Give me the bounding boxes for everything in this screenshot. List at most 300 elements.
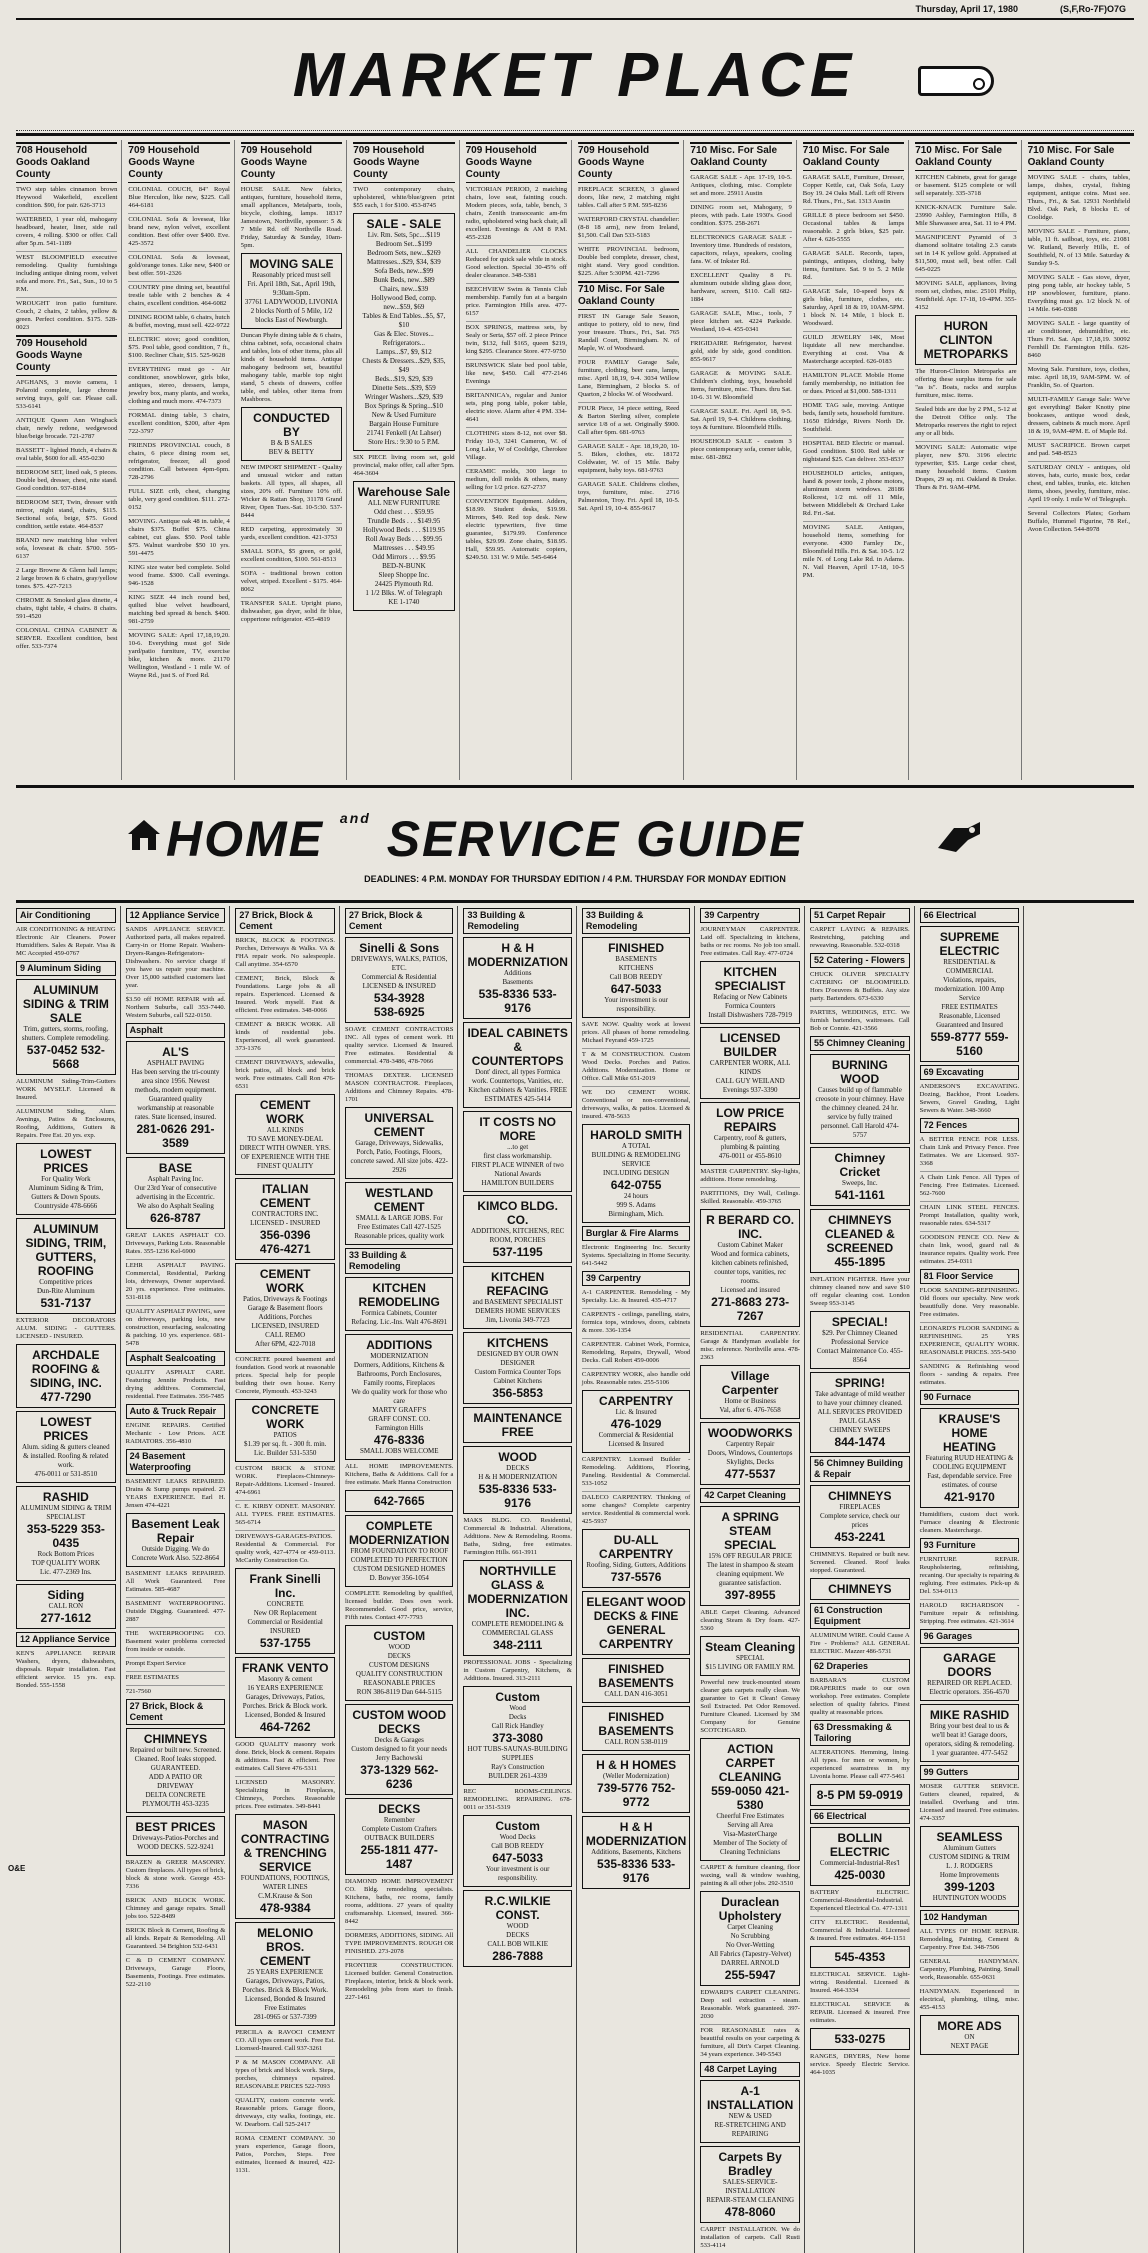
classified-ad: JOURNEYMAN CARPENTER. Laid off. Specializing in kitchens, baths or rec rooms. No job too small. Free estimates. Call Ray. 477-0724 — [700, 926, 800, 957]
display-ad-line: 559-8777 559-5160 — [930, 1030, 1009, 1058]
display-ad — [582, 1754, 690, 1813]
display-ad-line: ON — [964, 2033, 975, 2041]
classified-ad: WHITE PROVINCIAL bedroom, Double bed complete, dresser, chest, night stand. Very good condition. $225. After 5:30PM. 421-7296 — [578, 243, 679, 278]
hand-tool-icon — [934, 818, 984, 858]
display-ad-line: Causes build up of flammable creosote in your chimney. Have the chimney cleaned. 24 hr. service by fully trained personnel. Call Harold 474-5757 — [815, 1086, 905, 1139]
display-ad-line: B & B SALES — [270, 439, 313, 447]
classified-ad: HANDYMAN. Experienced in electrical, plumbing, tiling, misc. 455-4153 — [920, 1985, 1020, 2012]
classified-ad: SANDS APPLIANCE SERVICE. Authorized parts, all makes repaired. Carry-in or Home Repair. Washers-Dryers-Ranges-Refrigerators-Dishwashers. No service charge if you have us repair your machine. Over 15,000 satisfied customers last year. — [125, 926, 226, 989]
display-ad-line: WESTLAND CEMENT — [365, 1186, 434, 1214]
display-ad — [810, 1946, 910, 1968]
display-ad — [345, 1704, 453, 1795]
display-ad — [810, 1209, 910, 1273]
classified-ad: RESIDENTIAL CARPENTRY. Garage & Handyman available for misc. reference. Northville area. 478-2363 — [700, 1330, 800, 1361]
classified-ad: GARAGE SALE, Misc., tools, 7 piece kitchen set. 4224 Parkside. Westland, 10-4. 455-0341 — [690, 307, 791, 334]
classified-column — [235, 906, 340, 2253]
classified-ad: GARAGE SALE - Apr. 18,19,20, 10-5. Bikes, clothes, etc. 18172 Coldwater, W. of 15 Mile. Baby equipment, baby toys. 681-9763 — [578, 440, 679, 475]
section-heading: Asphalt — [126, 1023, 226, 1038]
classified-ad: SATURDAY ONLY - antiques, old stoves, hats, curio, music box, cedar chest, end tables, trunks, etc. kitchen items, shoes, jewelry, furniture, misc. April 19 only. 1 mile W of Telegraph. — [1028, 461, 1130, 504]
display-ad-line: PAUL GLASS — [839, 1417, 881, 1425]
classified-ad: C. E. KIRBY ODNET. MASONRY. ALL TYPES. FREE ESTIMATES. 565-6714 — [235, 1500, 335, 1527]
display-ad-line: 533-0275 — [834, 2032, 886, 2046]
display-ad — [582, 1529, 690, 1588]
classified-ad: MOVING SALE - Gas stove, dryer, ping pong table, air hockey table, 5 HP snowblower, furniture, piano. Everything must go. 1/2 block N. of 14 Mile. 646-0388 — [1028, 271, 1130, 314]
classified-ad: FRIGIDAIRE Refrigerator, harvest gold, side by side, good condition. 855-9617 — [690, 337, 791, 364]
classified-ad: DRIVEWAYS-GARAGES-PATIOS. Residential & Commercial. For quality work, 427-4774 or 459-0113. McCarthy Construction Co. — [235, 1530, 335, 1565]
display-ad-line: Bring your best deal to us & we'll beat it! Garage doors, operators, siding & remodeling. 1 year guarantee. 477-5452 — [924, 1722, 1015, 1757]
classified-ad: SAVE NOW. Quality work at lowest prices. All phases of home remodeling. Michael Feyrand 459-1725 — [581, 1021, 691, 1044]
display-ad-line: WOOD — [506, 1922, 529, 1930]
display-ad — [126, 1513, 226, 1567]
display-ad — [810, 1054, 910, 1144]
section-heading: 710 Misc. For Sale Oakland County — [803, 142, 904, 171]
display-ad-line: Odd Mirrors . . . $9.95 — [372, 553, 436, 561]
display-ad-line: The latest in shampoo & steam cleaning equipment. We guarantee satisfaction. — [706, 1561, 794, 1587]
display-ad-line: ALL SERVICES PROVIDED — [817, 1408, 903, 1416]
classified-column — [690, 140, 796, 780]
display-ad-line: Contact Maintenance Co. 455-8564 — [816, 1347, 903, 1364]
classified-ad: BASEMENT LEAKS REPAIRED. Drains & Sump pumps repaired. 23 YEARS EXPERIENCE. Earl H. Jensen 474-4221 — [125, 1478, 226, 1509]
display-ad-line: CUSTOM SIDING & TRIM — [929, 1853, 1010, 1861]
display-ad — [920, 1704, 1020, 1762]
display-ad-line: BASEMENTS — [615, 955, 657, 963]
display-ad-line: KRAUSE'S HOME HEATING — [938, 1412, 1001, 1454]
display-ad-line: Outside Digging. We do Concrete Work Also. 522-8664 — [131, 1545, 220, 1562]
display-ad — [345, 1490, 453, 1512]
display-ad-line: Evenings 937-3390 — [722, 1086, 778, 1094]
classified-ad: WATERBED, 1 year old, mahogany headboard, heater, liner, side rail covers, 4 rolling. $300 or offer. Call after 5p.m. 541-1189 — [16, 213, 117, 248]
display-ad-line: 476-0011 or 531-8510 — [34, 1470, 98, 1478]
display-ad-line: RE-STRETCHING AND REPAIRING — [714, 2121, 786, 2138]
display-ad — [700, 1636, 800, 1676]
classified-ad: GUILD JEWELRY 14K, Most liquidate all new merchandise. Everything at cost. Visa & Mastercharge accepted. 626-0183 — [803, 331, 904, 366]
display-ad — [700, 1027, 800, 1099]
display-ad-line: 537-0452 532-5668 — [26, 1043, 105, 1071]
display-ad-line: RESIDENTIAL & COMMERCIAL — [943, 958, 996, 975]
section-heading: Air Conditioning — [16, 908, 116, 923]
display-ad-line: Aluminum Siding & Trim, Gutters & Down Spouts. Countryside 478-6666 — [28, 1184, 104, 1210]
display-ad-line: COMPLETE MODERNIZATION — [349, 1519, 450, 1547]
display-ad-line: TO SAVE MONEY-DEAL DIRECT WITH OWNER. YRS. OF EXPERIENCE WITH THE FINEST QUALITY — [239, 1135, 331, 1170]
display-ad-line: C.M.Krause & Son — [258, 1892, 313, 1900]
issue-date: Thursday, April 17, 1980 — [915, 4, 1018, 14]
display-ad-line: Commercial & Residential LICENSED & INSURED — [361, 973, 437, 990]
display-ad — [16, 1218, 116, 1314]
display-ad-line: Bedroom Set...$199 — [375, 240, 432, 248]
display-ad-line: Has been serving the tri-county area since 1956. Newest methods, modern equipment. Guaranteed quality workmanship at reasonable rates. State licensed, insured. — [131, 1068, 220, 1121]
display-ad-line: Wringer Washers...$29, $39 — [364, 393, 443, 401]
classified-ad: SIX PIECE living room set, gold provincial, make offer, call after 5pm. 464-3604 — [353, 454, 455, 477]
section-heading: 709 Household Goods Wayne County — [466, 142, 567, 183]
home-service-guide-title — [166, 810, 804, 868]
display-ad-line: MELONIO BROS. CEMENT — [257, 1926, 314, 1968]
display-ad — [463, 937, 571, 1019]
classified-column — [582, 906, 695, 2253]
classified-ad: ALUMINUM Siding-Trim-Gutters WORK MYSELF. Licensed & Insured. — [16, 1078, 116, 1101]
display-ad — [920, 926, 1020, 1062]
classified-ad: P & M MASON COMPANY. All types of brick and block work. Steps, porches, chimneys repaired. REASONABLE PRICES 522-7093 — [235, 2056, 335, 2091]
classified-ad: ELECTRICAL SERVICE. Light-wiring. Residential. Licensed & Insured. 464-3334 — [809, 1971, 910, 1994]
section-heading: 12 Appliance Service — [126, 908, 226, 923]
display-ad-line: Doors, Windows, Countertops — [707, 1449, 793, 1457]
classified-ad: ELECTRIC stove; good condition, $75. Pool table, good condition, 7 ft., $100. Recliner Chair, $15. 525-9628 — [128, 333, 229, 360]
display-ad-line: Sweeps, Inc. — [842, 1179, 878, 1187]
display-ad-line: Jerry Bachowski — [375, 1754, 423, 1762]
display-ad-line: CHIMNEYS CLEANED & SCREENED — [824, 1213, 895, 1255]
classified-ad: KING size water bed complete. Solid wood frame. $300. Call evenings. 946-1528 — [128, 561, 229, 588]
display-ad-line: COMPLETE REMODELING & COMMERCIAL GLASS — [471, 1620, 564, 1637]
display-ad-line: 535-8336 533-9176 — [597, 1857, 676, 1885]
classified-ad: INFLATION FIGHTER. Have your chimney cleaned now and save $10 off regular cleaning cost. London Sweep 953-3145 — [809, 1276, 910, 1307]
classified-ad: DALECO CARPENTRY. Thinking of some changes? Complete carpentry service. Residential & commercial work. 425-5937 — [582, 1491, 690, 1526]
display-ad-line: Commercial or Residential — [247, 1618, 323, 1626]
classified-ad: DIAMOND HOME IMPROVEMENT CO. Bldg. remodeling specialists. Kitchens, baths, rec rooms, family rooms, additions. 27 years of quality craftsmanship. Licensed, insured. 366-8442 — [345, 1878, 454, 1925]
display-ad-line: Decks — [508, 1713, 527, 1721]
display-ad-line: DESIGNED BY OUR OWN DESIGNER — [477, 1350, 559, 1367]
display-ad-line: New OR Replacement — [253, 1609, 317, 1617]
display-ad-line: $29. Per Chimney Cleaned — [822, 1329, 898, 1337]
classified-ad: ALTERATIONS. Hemming, lining. All types. for men or women, by experienced seamstress in my Livonia home. Please call 477-5461 — [809, 1749, 910, 1780]
classified-ad: TWO contemporary chairs, upholstered, white/blue/green print $55 each, 1 for $100. 453-8745 — [353, 186, 455, 209]
display-ad-line: SALES-SERVICE-INSTALLATION — [722, 2178, 778, 2195]
display-ad-line: DU-ALL CARPENTRY — [598, 1533, 674, 1561]
display-ad — [810, 1372, 910, 1453]
display-ad — [235, 1094, 335, 1175]
display-ad-line: MASON CONTRACTING & TRENCHING SERVICE — [240, 1818, 330, 1874]
classified-ad: GARAGE SALE - Apr. 17-19, 10-5. Antiques, clothing, misc. Complete set and more. 25911 Austin — [690, 174, 792, 197]
display-ad-line: 8-5 PM 59-0919 — [816, 1788, 903, 1802]
display-ad-line: 348-2111 — [492, 1638, 543, 1652]
display-ad-line: BUILDING & REMODELING SERVICE — [591, 1151, 681, 1168]
display-ad-line: Carpets By Bradley — [718, 2150, 782, 2178]
classified-ad: BRICK AND BLOCK WORK. Chimney and garage repairs. Small jobs too. 522-8489 — [126, 1894, 226, 1921]
display-ad-line: 626-8787 — [150, 1211, 201, 1225]
classified-ad: GARAGE SALE. Childrens clothes, toys, furniture, misc. 2716 Palmerston, Troy. Fri. April 18, 10-5. Sat. April 19, 10-4. 855-9617 — [578, 478, 679, 513]
display-ad-line: 399-1203 — [944, 1880, 995, 1894]
display-ad-line: Your investment is our responsibility. — [604, 996, 668, 1013]
classified-column — [353, 140, 459, 780]
display-ad-line: 15% OFF REGULAR PRICE — [708, 1552, 793, 1560]
classified-column — [803, 140, 909, 780]
display-ad-line: Driveways-Patios-Porches and WOOD DECKS. 522-9241 — [132, 1834, 219, 1851]
display-ad-line: INCLUDING DESIGN — [602, 1169, 670, 1177]
display-ad-line: REPAIRED OR REPLACED. Electric operators. 356-4570 — [927, 1679, 1012, 1696]
classified-ad: BEDROOM SET, lined oak, 5 pieces. Double bed, dresser, chest, nite stand. Good condition. 937-8184 — [16, 466, 117, 493]
display-ad-line: 647-5033 — [610, 982, 662, 996]
display-ad-line: Farmington Hills — [375, 1424, 424, 1432]
classified-ad: DINING room set, Mahogany, 9 pieces, with pads. Late 1930's. Good condition. $375. 258-2671 — [690, 201, 791, 228]
display-ad-line: COMPLETED TO PERFECTION — [350, 1556, 448, 1564]
display-ad — [345, 1798, 453, 1875]
display-ad-line: CONCRETE — [266, 1600, 304, 1608]
market-place-title: MARKET PLACE — [292, 41, 858, 110]
classified-ad: SOAVE CEMENT CONTRACTORS INC. All types of cement work. Hi quality service. Licensed & Insured. Free estimates. Residential & commercial. 478-3486, 478-7066 — [345, 1026, 454, 1065]
section-heading: 66 Electrical — [810, 1809, 910, 1824]
classified-ad: HOME TAG sale, moving. Antique beds, family sets, household furniture. 11650 Eldridge, Rivers North Dr. Southfield. — [803, 399, 904, 434]
display-ad-line: Odd chest . . . $59.95 — [374, 508, 434, 516]
display-ad-line: Chests & Dressers...$29, $35, $49 — [362, 357, 446, 374]
display-ad-line: Bedroom Sets, new...$269 — [367, 249, 441, 257]
classified-ad: GARAGE Sale, 10-speed boys & girls bike, furniture, clothes, etc. Saturday, April 18 & 19, 10AM-5PM. 1 block N. 14 Mile, 1 block E. Woodward. — [803, 285, 904, 328]
display-ad-line: Reasonable, Licensed Guaranteed and Insured — [936, 1012, 1003, 1029]
display-ad-line: Basement Leak Repair — [131, 1517, 220, 1545]
display-ad-line: Wood and formica cabinets, kitchen cabinets refinished, counter tops, vanities, rec rooms. — [710, 1250, 790, 1285]
display-ad — [582, 1706, 690, 1751]
classified-ad: MOVING SALE: Automatic wipe player, new $70. 3196 electric typewriter, $35. Large cedar chest, many household items. Custom Drapes, 29 sq. mi. Oakland & Drake. Thurs & Fri. 9AM-4PM. — [915, 441, 1016, 492]
classified-ad: THOMAS DEXTER. LICENSED MASON CONTRACTOR. Fireplaces, Additions and Chimney Repairs. 478-1701 — [345, 1069, 453, 1104]
display-ad-line: OUTBACK BUILDERS — [364, 1834, 435, 1842]
display-ad — [345, 1277, 453, 1331]
display-ad-line: RASHID — [42, 1490, 89, 1504]
display-ad — [345, 1107, 453, 1179]
classified-ad: QUALITY, custom concrete work. Reasonable prices. Garage floors, driveways, city walks, footings, etc. W. Dearborn. Call 525-2417 — [235, 2094, 335, 2129]
display-ad-line: Steam Cleaning — [705, 1640, 796, 1654]
display-ad-line: BUILDER 261-4339 — [488, 1772, 548, 1780]
display-ad-line: Garages, Driveways, Patios, Porches. Brick & Block work. Licensed, Bonded & Insured — [242, 1693, 328, 1719]
display-ad-line: ADDITIONS, KITCHENS, REC ROOM, PORCHES — [470, 1227, 565, 1244]
classified-ad: GOOD QUALITY masonry work done. Brick, block & cement. Repairs & additions. Fast & efficient. Free estimates. Call Steve 476-5311 — [235, 1741, 336, 1772]
display-ad-line: Our 23rd Year of consecutive advertising in the Eccentric. — [134, 1184, 217, 1201]
display-ad-line: Warehouse Sale — [357, 485, 451, 499]
display-ad-line: Additions, Porches — [258, 1313, 312, 1321]
display-ad — [463, 1446, 571, 1514]
display-ad-line: 271-8683 273-7267 — [711, 1295, 790, 1323]
display-ad-line: Roofing, Siding, Gutters, Additions — [586, 1561, 686, 1569]
title-service-guide: SERVICE GUIDE — [386, 811, 805, 867]
classified-ad: BOX SPRINGS, mattress sets, by Sealy or Serta, $57 off. 2 piece Prince twin, $132, full $165, queen $219, king $295. Clearance Store. 477-9750 — [466, 321, 567, 356]
classified-ad: COUNTRY pine dining set, beautiful trestle table with 2 benches & 4 chairs, excellent condition. 464-6082 — [128, 281, 229, 308]
section-heading: 708 Household Goods Oakland County — [16, 142, 117, 183]
section-heading: 51 Carpet Repair — [810, 908, 910, 923]
classified-ad: MOVING SALE: April 17,18,19,20. 10-6. Everything must go! Side yard/patio furniture, TV, exercise bike, kitchen & more. 21170 Wellington, Westland - 1 mile W. of Wayne Rd., just S. of Ford Rd. — [128, 629, 229, 680]
display-ad-line: CUSTOM DESIGNED HOMES — [353, 1565, 446, 1573]
classified-ad: FLOOR SANDING-REFINISHING. Old floors our specialty. New work beautifully done. Very reasonable. Free estimates. — [919, 1287, 1020, 1318]
display-ad-line: Call Rick Handley — [491, 1722, 544, 1730]
display-ad-line: 535-8336 533-9176 — [478, 987, 557, 1015]
section-heading: 102 Handyman — [920, 1910, 1020, 1925]
classified-ad: MASTER CARPENTRY. Sky-lights, additions. Home remodeling. — [700, 1168, 800, 1183]
display-ad-line: Rock Bottom Prices — [37, 1550, 95, 1558]
classified-ad: HAROLD RICHARDSON - Furniture repair & refinishing. Stripping. Free estimates. 421-3614 — [920, 1599, 1020, 1626]
classified-ad: HOSPITAL BED Electric or manual. Good condition. $100. Red table or nightstand $25. Can deliver. 353-8537 — [803, 437, 904, 464]
display-ad-line: Liv. Rm. Sets, 5pc....$119 — [367, 231, 441, 239]
display-ad-line: SMALL & LARGE JOBS. For Free Estimates Call 427-1525 — [355, 1214, 443, 1231]
display-ad-line: DARREL ARNOLD — [721, 1959, 780, 1967]
display-ad-line: Home Improvements — [939, 1871, 1000, 1879]
classified-ad: CLOTHING sizes 8-12, not over $8. Friday 10-3, 3241 Cameron, W. of Long Lake, W of Coolidge, Cherokee Village. — [466, 427, 567, 462]
classified-ad: MOVING SALE - large quantity of air conditioner, dehumidifier, etc. Thurs Fri. Sat. Apr. 17,18,19. 30092 Fernhill Dr. Farmington Hills. 626-8460 — [1028, 317, 1130, 360]
display-ad-line: IT COSTS NO MORE — [479, 1115, 556, 1143]
display-ad-line: FINISHED — [608, 941, 665, 955]
display-ad — [235, 1568, 335, 1654]
display-ad-line: 844-1474 — [834, 1435, 886, 1449]
display-ad-line: MARTY GRAFF'S — [372, 1406, 427, 1414]
display-ad-line: 545-4353 — [834, 1950, 886, 1964]
display-ad-line: ARCHDALE ROOFING & SIDING, INC. — [29, 1348, 102, 1390]
display-ad-line: 647-5033 — [492, 1851, 544, 1865]
display-ad — [915, 315, 1016, 365]
display-ad-line: Val, after 6. 476-7658 — [719, 1406, 781, 1414]
classified-ad: THE WATERPROOFING CO. Basement water problems corrected from inside or outside. — [126, 1627, 226, 1654]
display-ad — [345, 1182, 453, 1245]
classified-ad: MOVING SALE. Antiques, household items, something for everyone. 4300 Farnley Dr., Bloomfield Hills. Fri. & Sat. 10-5. 1/2 mile N. of Long Lake Rd. in Adams. N. Vail Heaven, April 17-18, 10-5 PM. — [803, 521, 904, 580]
display-ad-line: Lic. & Insured — [615, 1408, 657, 1416]
display-ad — [463, 1022, 571, 1108]
display-ad — [920, 1826, 1020, 1907]
display-ad-line: Chimney Cricket — [834, 1151, 886, 1179]
classified-ad: Electronic Engineering Inc. Security Systems. Specializing in Home Security. 641-5442 — [581, 1244, 691, 1267]
classified-ad: ANTIQUE Queen Ann Wingback chair, newly redone, wedgewood blue/beige brocade. 721-2787 — [16, 414, 117, 441]
display-ad — [463, 1890, 571, 1967]
classified-ad: FREE ESTIMATES — [126, 1671, 226, 1682]
display-ad-line: NEW & USED — [728, 2112, 772, 2120]
classified-ad: CHUCK OLIVER SPECIALTY CATERING OF BLOOMFIELD. Hors D'oeuvres & Buffets. Any size party. Bartenders. 673-6330 — [809, 971, 910, 1002]
section-heading: 27 Brick, Block & Cement — [345, 908, 453, 934]
display-ad-line: LICENSED, INSURED — [251, 1322, 320, 1330]
classified-ad: WATERFORD CRYSTAL chandelier: (8-8 18 arm), new from Ireland, $1,500. Call Dan 533-5183 — [578, 213, 679, 240]
classified-ad: CONVENTION Equipment. Adders, $18.99. Student desks, $19.99. Mirrors, $49. Red top desk. New electric typewriters, five time guarantee, $179.99. Conference tables, $29.99. Zone chairs, $18.95. Hall, $59.95. Automatic copiers, $249.50. 131 W. 9 Mile. 545-6464 — [466, 495, 567, 562]
display-ad-line: 281-0965 or 537-7399 — [253, 2013, 317, 2021]
classified-ad: BRAZEN & GREER MASONRY. Custom fireplaces. All types of brick, block & stone work. George 453-7336 — [125, 1859, 226, 1890]
display-ad — [700, 1422, 800, 1485]
display-ad-line: 24425 Plymouth Rd. — [374, 580, 433, 588]
display-ad-line: NEXT PAGE — [950, 2042, 989, 2050]
display-ad-line: Professional Service — [831, 1338, 889, 1346]
price-tag-icon — [918, 66, 994, 96]
display-ad-line: Reasonable prices, quality work — [354, 1232, 445, 1240]
classified-ad: RED carpeting, approximately 30 yards, excellent condition. 421-3753 — [241, 523, 342, 542]
classified-ad: LEONARD'S FLOOR SANDING & REFINISHING. 25 YRS EXPERIENCE, QUALITY WORK. REASONABLE PRICES. 355-5430 — [920, 1322, 1020, 1357]
display-ad-line: Roll Away Beds . . . $99.95 — [365, 535, 443, 543]
display-ad-line: BASE — [158, 1161, 193, 1175]
display-ad-line: Custom — [495, 1690, 540, 1704]
display-ad — [700, 2146, 800, 2223]
display-ad-line: LICENSED BUILDER — [719, 1031, 781, 1059]
classified-ad: COLONIAL Sofa & loveseat, gold/orange tones. Like new, $400 or best offer. 591-2326 — [128, 251, 229, 278]
classified-ad: KNICK-KNACK Furniture Sale. 23990 Ashley, Farmington Hills, 8 Mile Shawassee area, Sat. 11 to 4 PM. — [915, 201, 1016, 228]
display-ad-line: Reasonably priced must sell — [252, 271, 331, 279]
classified-ad: $3.50 off HOME REPAIR with ad. Northern Suburbs, call 353-7440. Western Suburbs, call 522-0150. — [126, 993, 226, 1020]
display-ad — [463, 1332, 571, 1404]
classified-ad: MOVING SALE - Furniture, piano, table, 11 ft. sailboat, toys, etc. 21081 W. Rutland, Beverly Hills, E. of Southfield, N. of 13 Mile. Saturday & Sunday 9-5. — [1028, 225, 1130, 268]
classified-ad: KITCHEN Cabinets, great for garage or basement. $125 complete or will sell separately. 335-3718 — [915, 174, 1017, 197]
display-ad-line: HAROLD SMITH — [590, 1128, 683, 1142]
display-ad-line: A TOTAL — [621, 1142, 651, 1150]
display-ad-line: KIMCO BLDG. CO. — [477, 1199, 558, 1227]
classified-ad: BRAND new matching blue velvet sofa, loveseat & chair. $700. 595-6137 — [16, 534, 117, 561]
display-ad-line: MIKE RASHID — [929, 1708, 1010, 1722]
classified-ad: BARBARA'S CUSTOM DRAPERIES made to our own workshop. Free estimates. Complete selection of quality fabrics. Finest quality at reasonable prices. — [809, 1677, 910, 1716]
display-ad-line: 476-1029 — [610, 1417, 662, 1431]
display-ad — [241, 407, 342, 461]
section-heading: 48 Carpet Laying — [700, 2062, 800, 2077]
display-ad-line: MODERNIZATION — [370, 1352, 429, 1360]
classified-ad: COMPLETE Remodeling by qualified, licensed builder. Does own work. Recommended. Good price, service, Fifth rates. Contact 477-7793 — [345, 1590, 454, 1621]
display-ad-line: Chairs, new...$39 — [379, 285, 429, 293]
classified-ad: BRICK Block & Cement, Roofing & all kinds. Repair & Remodeling. All Guaranteed. 34 Brighton 532-6431 — [126, 1924, 226, 1951]
classified-column — [16, 140, 122, 780]
display-ad-line: Cheerful Free Estimates — [716, 1812, 784, 1820]
display-ad-line: Garages, Driveways, Patios, Porches. Brick & Block Work. Licensed, Bonded & Insured — [242, 1977, 328, 2003]
display-ad-line: Lamps...$7, $9, $12 — [375, 348, 432, 356]
display-ad — [345, 1334, 453, 1460]
display-ad-line: INSURED — [270, 1627, 301, 1635]
display-ad — [920, 1408, 1020, 1508]
classified-ad: PARTIES, WEDDINGS, ETC. We furnish bartenders, waitresses. Call Bob or Connie. 421-3566 — [810, 1006, 910, 1033]
display-ad-line: 642-0755 — [610, 1178, 662, 1192]
display-ad-line: Cabinet Kitchens — [493, 1377, 542, 1385]
display-ad-line: 373-3080 — [492, 1731, 544, 1745]
display-ad-line: 739-5776 752-9772 — [597, 1781, 676, 1809]
classified-ad: FIREPLACE SCREEN, 3 glassed doors, like new, 2 matching night tables. Call after 5 P.M. 595-8236 — [578, 186, 680, 209]
display-ad-line: L. J. RODGERS — [946, 1862, 993, 1870]
display-ad-line: FREE ESTIMATES — [941, 1003, 998, 1011]
display-ad — [345, 1625, 453, 1701]
display-ad-line: WOODWORKS — [707, 1426, 793, 1440]
display-ad — [16, 1486, 116, 1581]
display-ad-line: 1 1/2 Blks. W. of Telegraph — [365, 589, 443, 597]
section-heading: 99 Gutters — [920, 1765, 1020, 1780]
section-heading: 709 Household Goods Wayne County — [578, 142, 679, 183]
classified-ad: CUSTOM BRICK & STONE WORK. Fireplaces-Chimneys-Repair-Additions. Licensed - Insured. 474-6961 — [235, 1465, 336, 1496]
display-ad-line: 25 YEARS EXPERIENCE — [247, 1968, 324, 1976]
display-ad-line: Licensed & Insured — [608, 1440, 664, 1448]
display-ad — [582, 937, 690, 1018]
display-ad — [235, 1922, 335, 2026]
display-ad-line: Custom designed to fit your needs — [351, 1745, 448, 1753]
display-ad-line: Featuring RUUD HEATING & COOLING EQUIPMENT — [925, 1454, 1014, 1471]
classified-column — [466, 140, 572, 780]
classified-ad: FIRST IN Garage Sale Season, antique to pottery, old to new, find your treasure. Thurs., Fri., Sat. 765 Randall Court, Birmingham. N. of Maple, W. of Woodward. — [578, 313, 680, 352]
display-ad-line: 537-1195 — [492, 1245, 543, 1259]
display-ad-line: Fri. April 18th, Sat., April 19th, 9:30am-5pm. — [247, 280, 336, 297]
display-ad-line: Carpentry Repair — [725, 1440, 775, 1448]
title-and: and — [339, 810, 371, 826]
section-heading: 56 Chimney Building & Repair — [810, 1456, 910, 1482]
display-ad-line: BURNING WOOD — [831, 1058, 888, 1086]
display-ad-line: Carpentry, roof & gutters, plumbing & painting — [713, 1134, 787, 1151]
display-ad-line: Formica Counters — [724, 1002, 776, 1010]
classified-ad: Moving Sale. Furniture, toys, clothes, misc. April 18,19, 9AM-5PM. W. of Franklin, So. of Quarton. — [1028, 363, 1130, 390]
display-ad-line: Village Carpenter — [721, 1369, 779, 1397]
display-ad — [235, 1814, 335, 1919]
footer-code: O&E — [8, 1864, 26, 1873]
display-ad-line: CONTRACTORS INC. — [251, 1210, 319, 1218]
display-ad-line: CHIMNEY SWEEPS — [829, 1426, 891, 1434]
classified-ad: ALL HOME IMPROVEMENTS. Kitchens, Baths & Additions. Call for a free estimate. Mark Hanna Construction — [345, 1463, 454, 1486]
display-ad-line: Call BOB REEDY — [491, 1842, 545, 1850]
classified-ad: CHROME & Smoked glass dinette, 4 chairs, tight table, 4 chairs. 8 chairs. 591-4520 — [16, 594, 117, 621]
display-ad-line: Wood Decks — [499, 1833, 536, 1841]
display-ad-line: H & H MODERNIZATION — [467, 941, 568, 969]
display-ad — [582, 1658, 690, 1703]
classified-ad: MOVING SALE, appliances, living room set, clothes, misc. 25101 Philip, Southfield. Apr. 17-18, 10-4PM. 355-4152 — [915, 277, 1016, 312]
home-service-columns — [16, 906, 1134, 2249]
display-ad — [126, 1157, 226, 1229]
display-ad-line: Hollywood Bed, comp. new...$59, $69 — [371, 294, 437, 311]
display-ad-line: CUSTOM — [373, 1629, 426, 1643]
display-ad-line: 421-9170 — [944, 1490, 995, 1504]
display-ad-line: ELEGANT WOOD DECKS & FINE GENERAL CARPENTRY — [586, 1595, 686, 1651]
classified-ad: Duncan Phyfe dining table & 6 chairs, china cabinet, sofa, occasional chairs and tables, lots of other items, plus all kinds of household items. Antique mahogany bedroom set, beautiful mahogany table, marble top night stand, 5 chests of drawers, coffee table, end tables, other items from Mashboros. — [240, 332, 343, 403]
display-ad-line: 737-5576 — [610, 1570, 662, 1584]
display-ad-line: CALL RON — [48, 1602, 84, 1610]
display-ad-line: Wood — [509, 1704, 526, 1712]
classified-ad: EXCELLENT Quality 8 Ft. aluminum outside sliding glass door, hardware, screen, $110. Call 682-1884 — [690, 269, 791, 304]
display-ad — [700, 961, 800, 1024]
display-ad-line: PLYMOUTH 453-3235 — [142, 1800, 209, 1808]
classified-ad: CERAMIC molds, 300 large to medium, doll molds & others, many selling for 1/2 price. 627-2737 — [466, 465, 567, 492]
